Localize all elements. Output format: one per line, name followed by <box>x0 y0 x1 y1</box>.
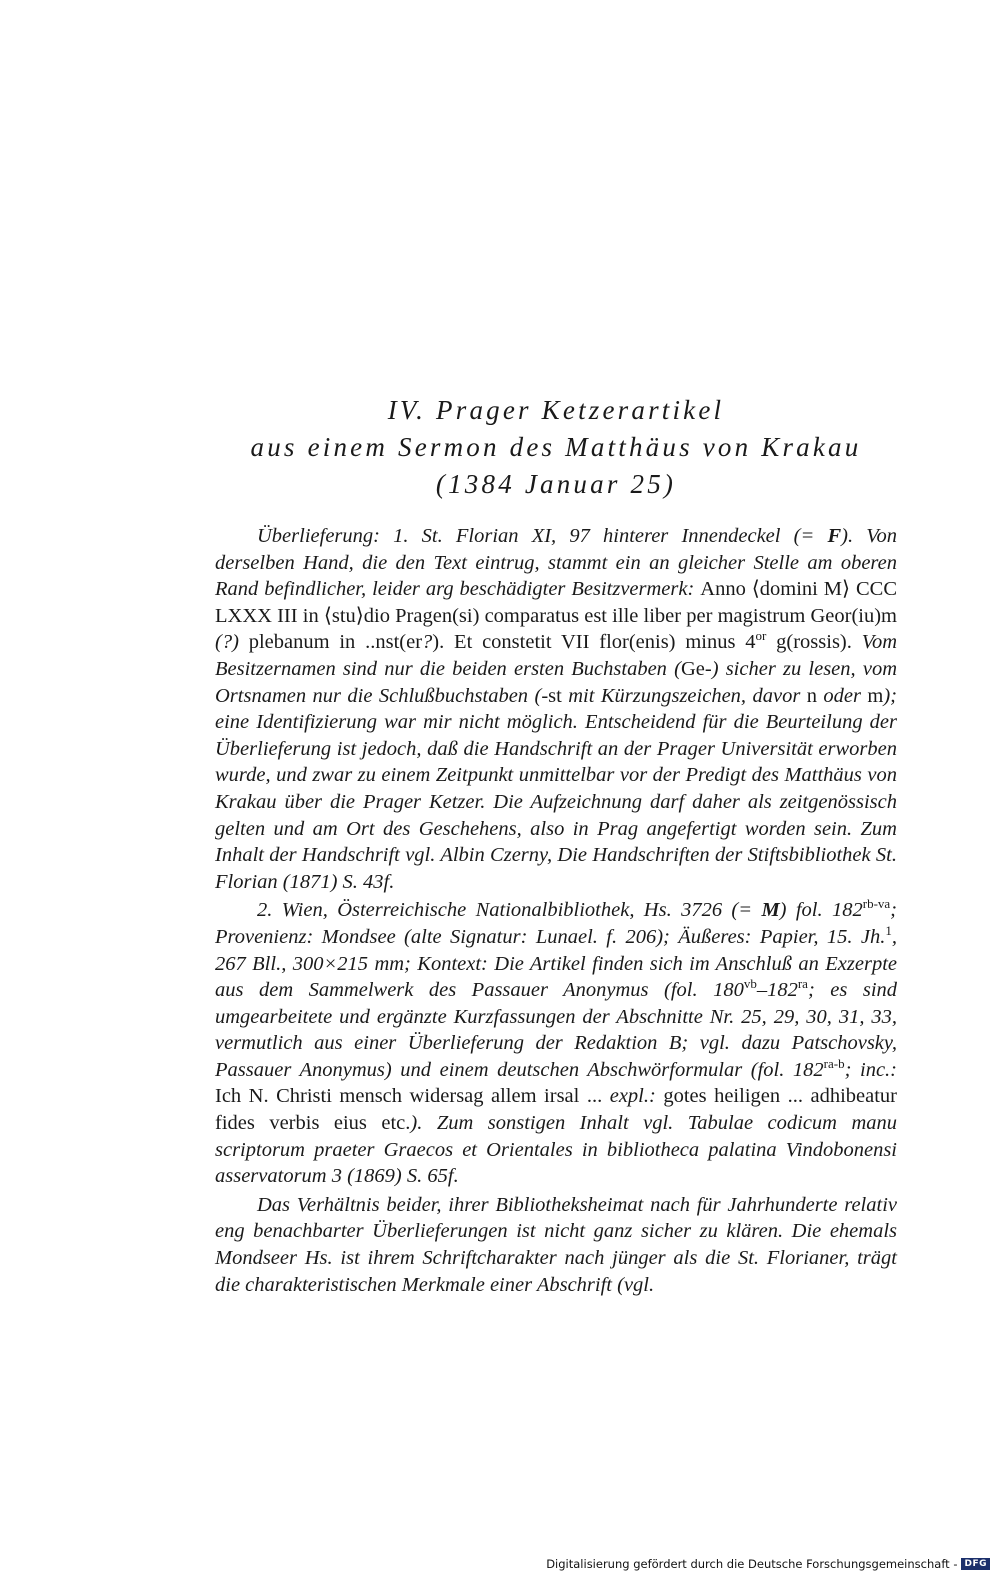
dfg-logo: DFG <box>961 1558 990 1570</box>
paragraph-tradition-1: Überlieferung: 1. St. Florian XI, 97 hinterer Innendeckel (= F). Von derselben Hand, die den Text eintrug, stammt ein an gleicher Stelle am oberen Rand befindlicher, leider arg beschädigter Besitzvermerk: Anno ⟨domini M⟩ CCC LXXX III in ⟨stu⟩dio Pragen(si) comparatus est ille liber per magistrum Geor(iu)m (?) plebanum in ..nst(er?). Et constetit VII flor(enis) minus $4^{or}$ g(rossis). Vom Besitzernamen sind nur die beiden ersten Buchstaben (Ge-) sicher zu lesen, vom Ortsnamen nur die Schlußbuchstaben (-st mit Kürzungszeichen, davor n oder m); eine Identifizierung war mir nicht möglich. Entscheidend für die Beurteilung der Überlieferung ist jedoch, daß die Handschrift an der Prager Universität erworben wurde, und zwar zu einem Zeitpunkt unmittelbar vor der Predigt des Matthäus von Krakau über die Prager Ketzer. Die Aufzeichnung darf daher als zeitgenössisch gelten und am Ort des Geschehens, also in Prag angefertigt worden sein. Zum Inhalt der Handschrift vgl. Albin Czerny, Die Handschriften der Stiftsbibliothek St. Florian (1871) S. 43f. <box>215 525 898 893</box>
title-line-3: (1384 Januar 25) <box>435 469 677 499</box>
title-line-2: aus einem Sermon des Matthäus von Krakau <box>250 432 862 462</box>
paragraph-relationship: Das Verhältnis beider, ihrer Bibliotheksheimat nach für Jahrhunderte relativ eng benachbarter Überlieferungen ist nicht ganz sicher zu klären. Die ehemals Mondseer Hs. ist ihrem Schriftcharakter nach jünger als die St. Florianer, trägt die charakteristischen Merkmale einer Abschrift (vgl. <box>215 1193 897 1296</box>
title-line-1: IV. Prager Ketzerartikel <box>387 395 725 425</box>
credit-text: Digitalisierung gefördert durch die Deutsche Forschungsgemeinschaft - <box>546 1557 958 1571</box>
body-text <box>215 523 897 1298</box>
chapter-title <box>215 392 897 503</box>
digitization-credit <box>546 1557 990 1571</box>
paragraph-tradition-2: 2. Wien, Österreichische Nationalbibliothek, Hs. 3726 (= M) fol. $182^{rb-va}$; Provenienz: Mondsee (alte Signatur: Lunael. f. 206); Äußeres: Papier, 15. Jh.$^1$, 267 Bll., 300×215 mm; Kontext: Die Artikel finden sich im Anschluß an Exzerpte aus dem Sammelwerk des Passauer Anonymus (fol. $180^{vb}-182^{ra}$; es sind umgearbeitete und ergänzte Kurzfassungen der Abschnitte Nr. 25, 29, 30, 31, 33, vermutlich aus einer Überlieferung der Redaktion B; vgl. dazu Patschovsky, Passauer Anonymus) und einem deutschen Abschwörformular (fol. $182^{ra-b}$; inc.: Ich N. Christi mensch widersag allem irsal ... expl.: gotes heiligen ... adhibeatur fides verbis eius etc.). Zum sonstigen Inhalt vgl. Tabulae codicum manu scriptorum praeter Graecos et Orientales in bibliotheca palatina Vindobonensi asservatorum 3 (1869) S. 65f. <box>215 896 898 1188</box>
